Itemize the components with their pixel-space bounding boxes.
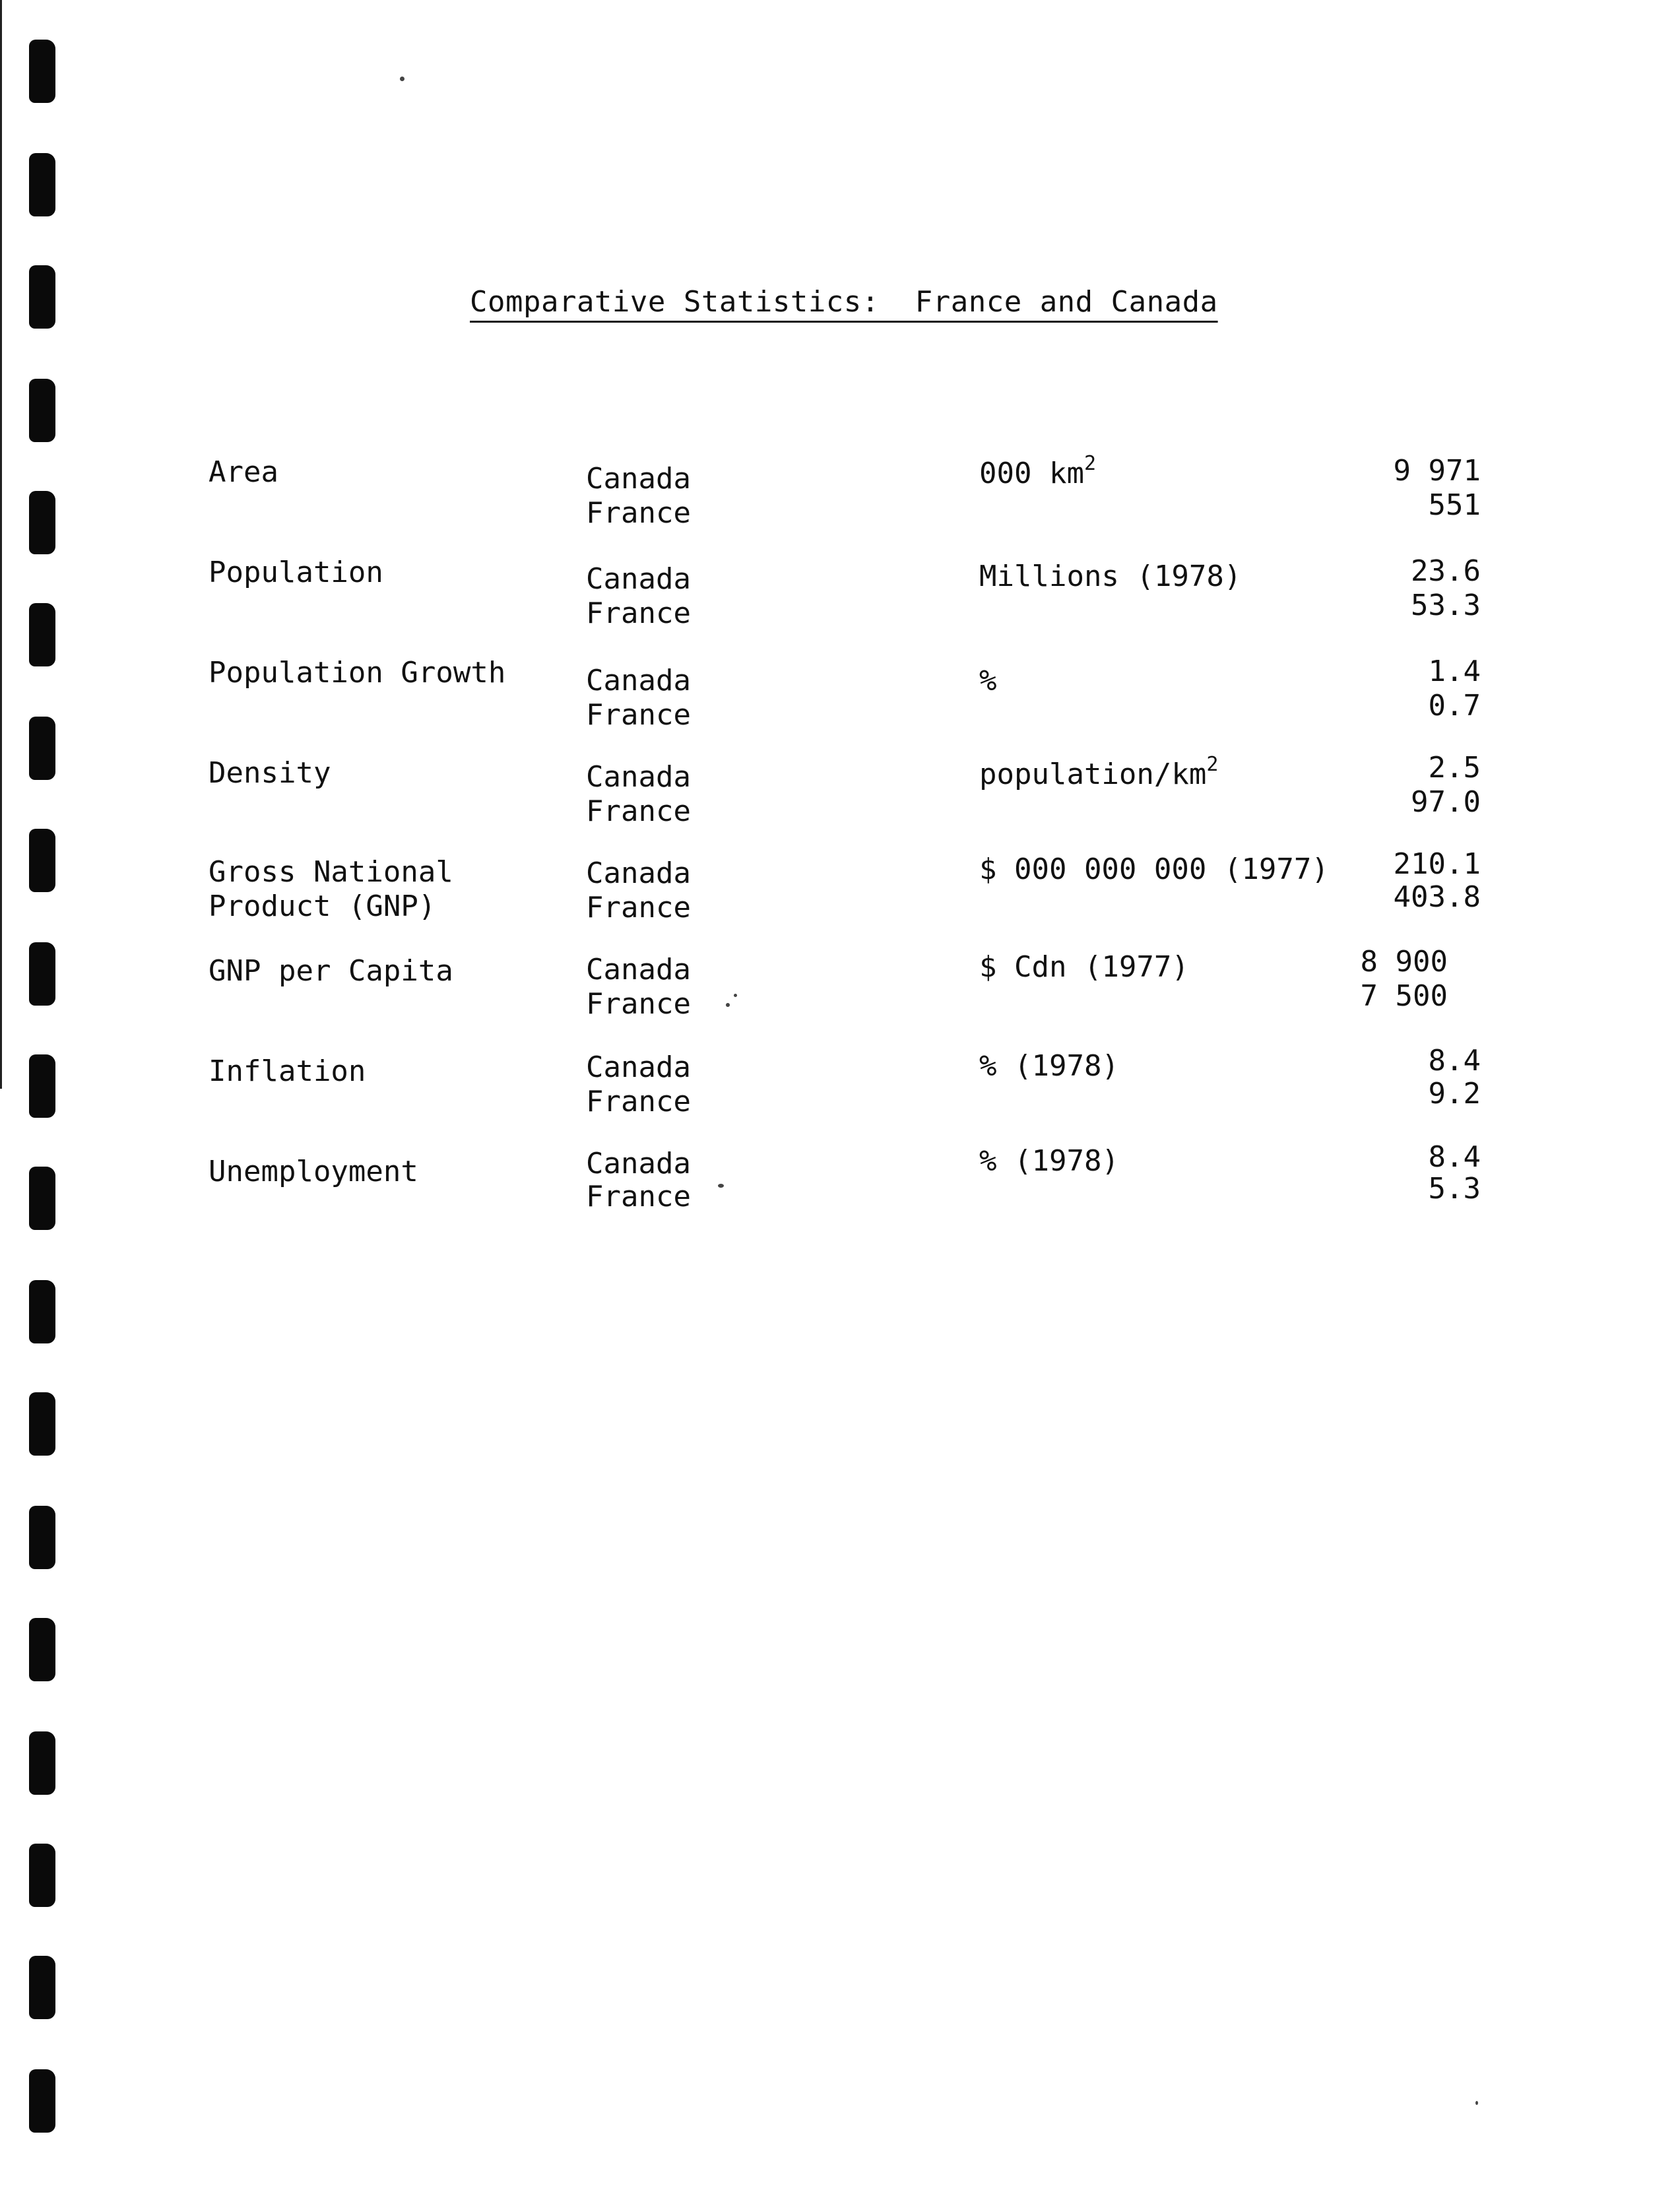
value-cell: 1.4: [1428, 655, 1481, 688]
metric-label: GNP per Capita: [209, 954, 453, 988]
country-label: France: [586, 987, 691, 1021]
country-label: Canada: [586, 562, 691, 596]
country-label: France: [586, 1180, 691, 1213]
unit-label: $ Cdn (1977): [979, 950, 1189, 984]
binding-hole-icon: [29, 1167, 55, 1230]
country-label: France: [586, 597, 691, 630]
value-cell: 551: [1428, 488, 1481, 522]
value-cell: 403.8: [1393, 880, 1481, 914]
country-label: France: [586, 794, 691, 828]
unit-label: Millions (1978): [979, 560, 1242, 593]
binding-hole-icon: [29, 1844, 55, 1907]
value-cell: 0.7: [1428, 689, 1481, 723]
value-cell: 9.2: [1428, 1077, 1481, 1111]
unit-label: %: [979, 664, 997, 697]
binding-hole-icon: [29, 2069, 55, 2133]
unit-label: % (1978): [979, 1049, 1119, 1083]
metric-label: Area: [209, 455, 278, 489]
binding-hole-icon: [29, 265, 55, 329]
country-label: France: [586, 496, 691, 530]
binding-hole-icon: [29, 942, 55, 1006]
value-cell: 5.3: [1428, 1172, 1481, 1206]
metric-label: Gross National Product (GNP): [209, 855, 453, 923]
binding-hole-icon: [29, 603, 55, 666]
country-label: Canada: [586, 953, 691, 986]
country-label: France: [586, 698, 691, 732]
value-cell: 7 500: [1360, 979, 1448, 1013]
unit-label: population/$km^2$: [979, 753, 1219, 791]
binding-hole-icon: [29, 1956, 55, 2019]
value-cell: 8 900: [1360, 945, 1448, 979]
unit-label: % (1978): [979, 1144, 1119, 1178]
value-cell: 8.4: [1428, 1140, 1481, 1174]
binding-hole-icon: [29, 829, 55, 892]
country-label: Canada: [586, 462, 691, 496]
binding-hole-icon: [29, 1392, 55, 1456]
value-cell: 8.4: [1428, 1044, 1481, 1078]
metric-label: Density: [209, 756, 331, 790]
metric-label: Population: [209, 556, 383, 589]
value-cell: 23.6: [1411, 554, 1481, 588]
page-edge-line: [0, 0, 2, 1089]
scan-speck: [400, 77, 404, 81]
value-cell: 2.5: [1428, 751, 1481, 785]
metric-label: Inflation: [209, 1054, 366, 1088]
scan-speck: [718, 1184, 724, 1188]
country-label: Canada: [586, 1147, 691, 1180]
scan-speck: [734, 994, 737, 997]
binding-hole-icon: [29, 153, 55, 216]
country-label: Canada: [586, 1050, 691, 1084]
unit-label: 000 $km^2$: [979, 452, 1097, 490]
scan-speck: [1475, 2101, 1478, 2105]
binding-hole-icon: [29, 40, 55, 103]
binding-hole-icon: [29, 1280, 55, 1343]
country-label: Canada: [586, 760, 691, 794]
country-label: France: [586, 891, 691, 924]
document-title: Comparative Statistics: France and Canada: [470, 285, 1218, 319]
metric-label: Unemployment: [209, 1155, 418, 1188]
value-cell: 53.3: [1411, 589, 1481, 622]
metric-label: Population Growth: [209, 656, 506, 690]
binding-hole-icon: [29, 1618, 55, 1681]
binding-hole-icon: [29, 491, 55, 554]
value-cell: 97.0: [1411, 785, 1481, 819]
unit-label: $ 000 000 000 (1977): [979, 853, 1329, 886]
binding-hole-icon: [29, 1506, 55, 1569]
country-label: Canada: [586, 856, 691, 890]
scan-speck: [726, 1003, 730, 1007]
value-cell: 9 971: [1393, 454, 1481, 488]
country-label: France: [586, 1085, 691, 1118]
country-label: Canada: [586, 664, 691, 697]
binding-hole-icon: [29, 379, 55, 442]
binding-hole-icon: [29, 717, 55, 780]
binding-hole-icon: [29, 1731, 55, 1795]
value-cell: 210.1: [1393, 847, 1481, 881]
binding-hole-icon: [29, 1054, 55, 1118]
